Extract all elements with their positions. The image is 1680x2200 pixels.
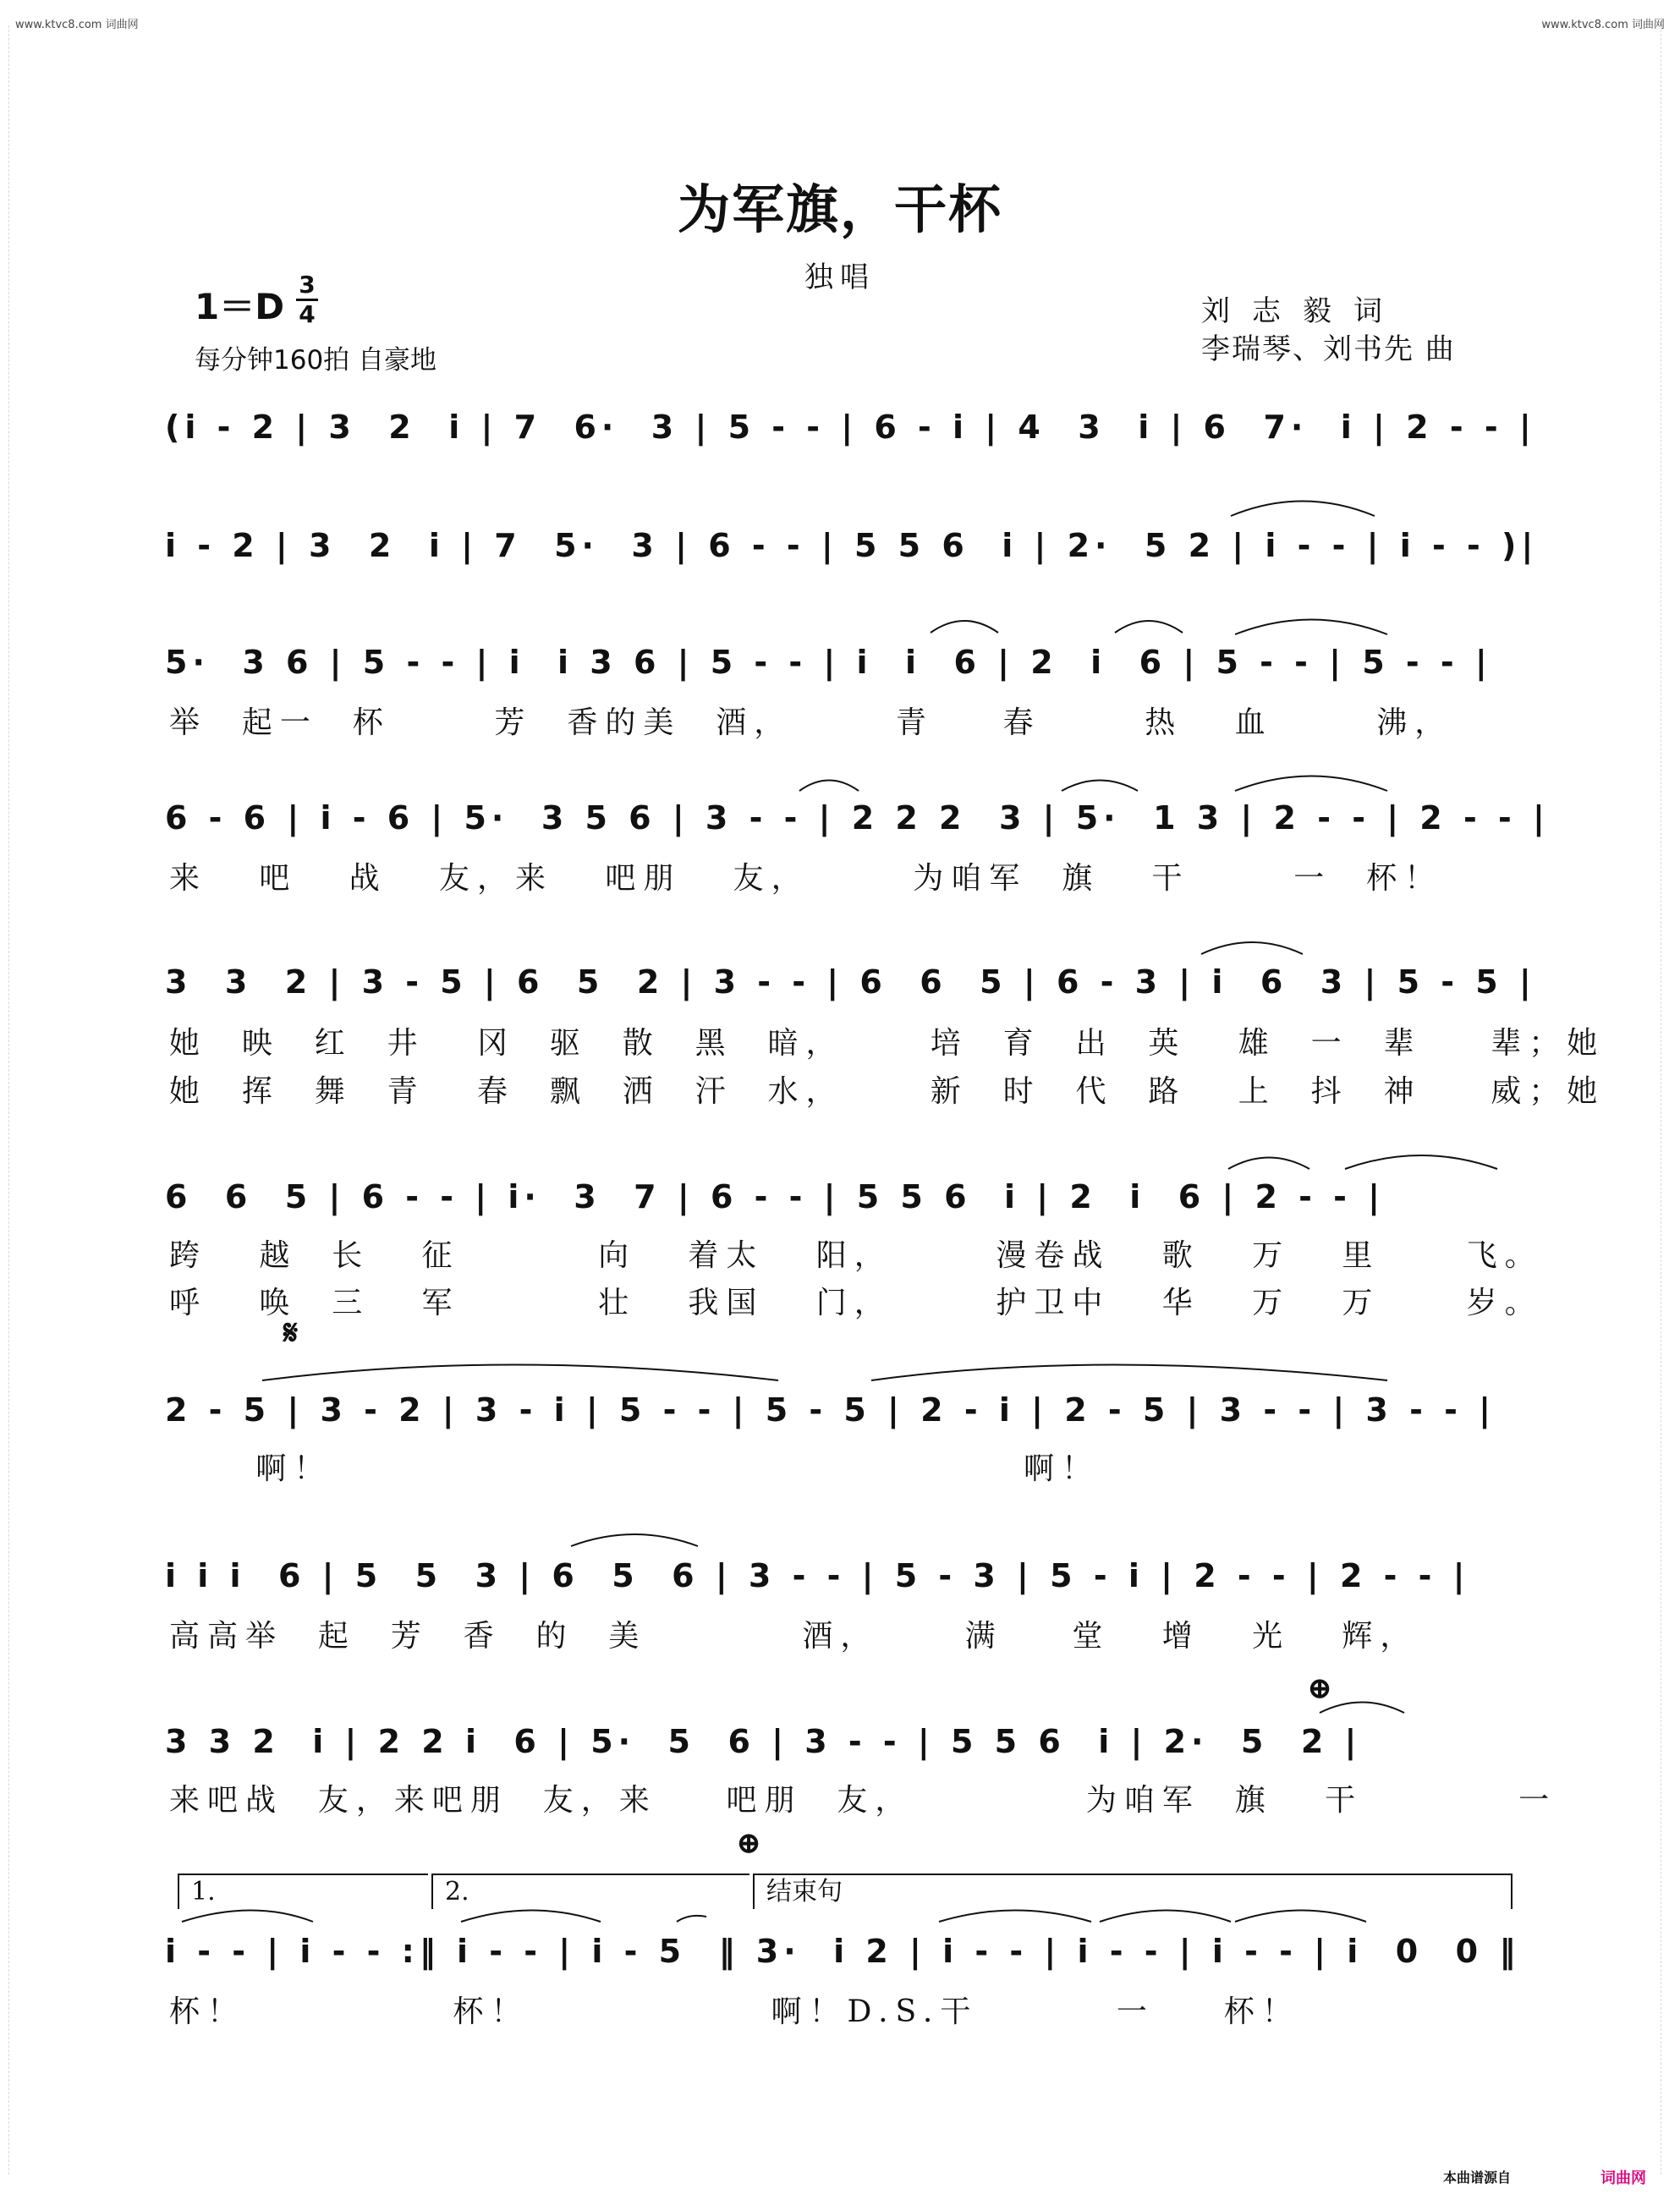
notation-row-9: 3 3 2 i | 2 2 i 6 | 5· 5 6 | 3 - - | 5 5 6 i | 2· 5 2 |	[165, 1723, 1362, 1760]
notation-row-8: i i i 6 | 5 5 3 | 6 5 6 | 3 - - | 5 - 3 | 5 - i | 2 - - | 2 - - |	[165, 1557, 1470, 1594]
footer-brand-logo[interactable]: 词曲网	[1600, 2170, 1646, 2187]
slur	[571, 1534, 698, 1546]
tempo-marking: 每分钟160拍 自豪地	[195, 345, 437, 376]
slur	[1062, 781, 1138, 792]
slur	[1235, 1911, 1366, 1923]
lyric-row-3: 举 起一 杯 芳 香的美 酒， 青 春 热 血 沸，	[169, 705, 1453, 740]
slur	[799, 781, 859, 792]
slur	[1345, 1155, 1497, 1169]
slur	[182, 1911, 313, 1923]
composer-credit: 李瑞琴、刘书先 曲	[1201, 332, 1456, 366]
lyric-row-5-verse-2: 她 挥 舞 青 春 飘 洒 汗 水， 新 时 代 路 上 抖 神 威；她	[169, 1074, 1606, 1109]
slur	[1231, 502, 1375, 517]
meter-bottom: 4	[299, 300, 316, 328]
segno-sign: 𝄋	[283, 1313, 299, 1352]
slur	[1320, 1703, 1404, 1714]
song-subtitle: 独唱	[804, 261, 876, 294]
slur	[871, 1365, 1387, 1381]
site-watermark-left: www.ktvc8.com 词曲网	[15, 19, 139, 31]
lyric-row-5-verse-1: 她 映 红 井 冈 驱 散 黑 暗， 培 育 出 英 雄 一 辈 辈；她	[169, 1026, 1606, 1061]
slur	[1235, 620, 1387, 635]
slur	[1235, 776, 1387, 792]
coda-ending-bracket: 结束句	[753, 1874, 1513, 1909]
notation-row-6: 6 6 5 | 6 - - | i· 3 7 | 6 - - | 5 5 6 i | 2 i 6 | 2 - - |	[165, 1178, 1386, 1215]
site-watermark-right: www.ktvc8.com 词曲网	[1541, 19, 1665, 31]
notation-row-1: (i - 2 | 3 2 i | 7 6· 3 | 5 - - | 6 - i | 4 3 i | 6 7· i | 2 - - |	[165, 409, 1536, 446]
lyric-row-7: 啊！ 啊！	[169, 1451, 1100, 1486]
lyric-row-9: 来吧战 友，来吧朋 友，来 吧朋 友， 为咱军 旗 干 一	[169, 1783, 1557, 1818]
notation-row-7: 2 - 5 | 3 - 2 | 3 - i | 5 - - | 5 - 5 | 2 - i | 2 - 5 | 3 - - | 3 - - |	[165, 1391, 1496, 1429]
lyric-row-4: 来 吧 战 友，来 吧朋 友， 为咱军 旗 干 一 杯！	[169, 861, 1443, 896]
slur	[931, 621, 998, 633]
lyricist-credit: 刘志毅词	[1201, 294, 1404, 328]
notation-row-4: 6 - 6 | i - 6 | 5· 3 5 6 | 3 - - | 2 2 2 3 | 5· 1 3 | 2 - - | 2 - - |	[165, 799, 1550, 837]
slur	[677, 1916, 706, 1922]
lyric-row-8: 高高举 起 芳 香 的 美 酒， 满 堂 增 光 辉，	[169, 1619, 1419, 1654]
lyric-row-6-verse-1: 跨 越 长 征 向 着太 阳， 漫卷战 歌 万 里 飞。	[169, 1238, 1543, 1273]
song-title: 为军旗，干杯	[677, 178, 1002, 240]
slur	[1100, 1911, 1231, 1923]
notation-row-5: 3 3 2 | 3 - 5 | 6 5 2 | 3 - - | 6 6 5 | 6 - 3 | i 6 3 | 5 - 5 |	[165, 963, 1536, 1001]
slur	[1201, 942, 1303, 954]
notation-row-10: i - - | i - - :‖ i - - | i - 5 ‖ 3· i 2 | i - - | i - - | i - - | i 0 0 ‖	[165, 1933, 1521, 1970]
first-ending-bracket: 1.	[178, 1874, 428, 1909]
meter-top: 3	[299, 271, 316, 299]
lyric-row-6-verse-2: 呼 唤 三 军 壮 我国 门， 护卫中 华 万 万 岁。	[169, 1286, 1543, 1320]
slur	[1115, 621, 1183, 633]
coda-sign-upper: ⊕	[1307, 1671, 1333, 1706]
second-ending-bracket: 2.	[431, 1874, 749, 1909]
slur	[262, 1365, 778, 1381]
slur	[939, 1911, 1091, 1923]
footer-source-note: 本曲谱源自	[1442, 2170, 1511, 2186]
coda-sign-lower: ⊕	[736, 1825, 762, 1861]
slur	[461, 1911, 601, 1923]
key-signature: 1＝D	[195, 286, 285, 327]
notation-row-2: i - 2 | 3 2 i | 7 5· 3 | 6 - - | 5 5 6 i | 2· 5 2 | i - - | i - - )|	[165, 527, 1539, 564]
lyric-row-10: 杯！ 杯！ 啊！D.S.干 一 杯！	[169, 1994, 1300, 2029]
notation-row-3: 5· 3 6 | 5 - - | i i 3 6 | 5 - - | i i 6 | 2 i 6 | 5 - - | 5 - - |	[165, 644, 1492, 681]
slur	[1228, 1158, 1309, 1170]
